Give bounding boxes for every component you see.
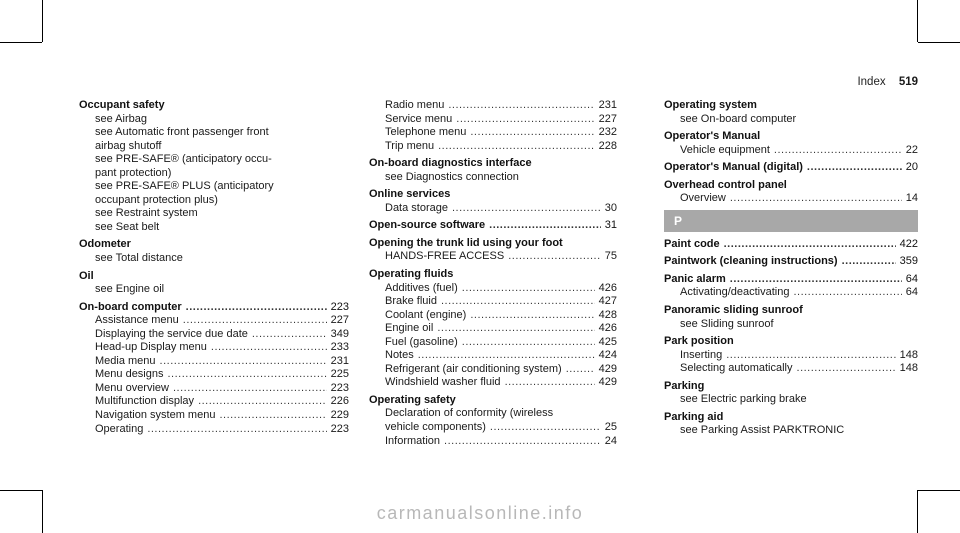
page-ref: 426 <box>598 322 617 335</box>
index-heading: Panoramic sliding sunroof <box>664 304 803 317</box>
entry-text: Paintwork (cleaning instructions) <box>664 255 838 268</box>
crop-mark <box>0 42 42 43</box>
index-subentry-row <box>664 349 918 363</box>
entry-text: Data storage <box>385 201 448 214</box>
index-subentry: see PRE-SAFE® PLUS (anticipatory <box>95 180 274 193</box>
index-subentry-row <box>369 202 617 216</box>
crop-mark <box>917 0 918 42</box>
index-subentry-row <box>369 322 617 336</box>
entry-text: Inserting <box>680 348 723 361</box>
index-subentry-row <box>79 423 349 437</box>
entry-text: Overview <box>680 192 726 205</box>
leader-dots <box>774 144 902 158</box>
leader-dots <box>566 363 595 377</box>
index-heading: Operating system <box>664 99 757 111</box>
crop-mark <box>918 490 960 491</box>
entry-text: Trip menu <box>385 139 435 152</box>
index-subentry-row <box>369 349 617 363</box>
index-heading: Oil <box>79 269 94 282</box>
index-heading: Operator's Manual <box>664 130 761 143</box>
entry-text: Vehicle equipment <box>680 143 770 156</box>
page-ref: 233 <box>330 341 349 354</box>
page-ref: 424 <box>598 349 617 362</box>
index-subentry-row <box>79 341 349 355</box>
entry-text: Refrigerant (air conditioning system) <box>385 362 562 375</box>
index-subentry-row <box>369 140 617 154</box>
index-heading: Online services <box>369 188 451 201</box>
index-heading-row <box>369 219 617 233</box>
page-number: 519 <box>898 76 918 88</box>
index-subentry-row <box>369 250 617 264</box>
entry-text: Radio menu <box>385 99 445 111</box>
leader-dots <box>842 255 896 269</box>
page-ref: 148 <box>899 348 918 361</box>
index-subentry-row <box>369 282 617 296</box>
index-heading: On-board diagnostics interface <box>369 157 532 170</box>
index-column-2 <box>369 99 617 448</box>
leader-dots <box>252 328 327 342</box>
index-subentry-row <box>79 314 349 328</box>
page-header <box>857 76 918 88</box>
leader-dots <box>147 423 326 437</box>
index-subentry: see Restraint system <box>95 207 198 220</box>
entry-text: Activating/deactivating <box>680 286 790 299</box>
leader-dots <box>730 273 902 287</box>
crop-mark <box>0 490 42 491</box>
index-subentry: see PRE-SAFE® (anticipatory occu- <box>95 153 272 166</box>
page-ref: 429 <box>598 376 617 389</box>
leader-dots <box>168 368 327 382</box>
page-ref: 31 <box>604 219 617 232</box>
index-subentry-row <box>369 295 617 309</box>
index-subentry-row <box>664 192 918 206</box>
page-ref: 225 <box>330 368 349 381</box>
page-ref: 428 <box>598 308 617 321</box>
leader-dots <box>724 238 896 252</box>
entry-text: Head-up Display menu <box>95 341 207 354</box>
index-subentry-row <box>369 376 617 390</box>
entry-text: Engine oil <box>385 322 434 335</box>
page-ref: 22 <box>905 143 918 156</box>
page-ref: 148 <box>899 362 918 375</box>
page-ref: 75 <box>604 250 617 263</box>
page-ref: 227 <box>598 112 617 125</box>
entry-text: Service menu <box>385 112 453 125</box>
index-heading: Park position <box>664 335 734 348</box>
index-subentry: occupant protection plus) <box>95 193 218 206</box>
leader-dots <box>160 355 327 369</box>
entry-text: Open-source software <box>369 219 486 232</box>
entry-text: Operator's Manual (digital) <box>664 161 803 174</box>
leader-dots <box>508 250 601 264</box>
entry-text: Brake fluid <box>385 295 437 308</box>
entry-text: Panic alarm <box>664 272 726 285</box>
page-ref: 20 <box>905 161 918 174</box>
entry-text: Additives (fuel) <box>385 281 458 294</box>
index-subentry: see Electric parking brake <box>680 393 807 406</box>
page-ref: 427 <box>598 295 617 308</box>
index-heading-row <box>664 255 918 269</box>
crop-mark <box>42 0 43 42</box>
leader-dots <box>807 161 902 175</box>
leader-dots <box>452 202 601 216</box>
page-ref: 64 <box>905 272 918 285</box>
header-label: Index <box>857 76 886 88</box>
index-subentry-row <box>79 328 349 342</box>
entry-text: Media menu <box>95 354 156 367</box>
page-ref: 229 <box>330 409 349 422</box>
entry-text: Selecting automatically <box>680 362 793 375</box>
crop-mark <box>918 42 960 43</box>
entry-text: vehicle components) <box>385 421 486 434</box>
entry-text: Fuel (gasoline) <box>385 335 458 348</box>
index-heading-row <box>664 238 918 252</box>
index-subentry-row <box>79 382 349 396</box>
entry-text: Coolant (engine) <box>385 308 467 321</box>
leader-dots <box>462 336 595 350</box>
entry-text: On-board computer <box>79 300 182 313</box>
page-ref: 227 <box>330 314 349 327</box>
entry-text: Paint code <box>664 237 720 250</box>
index-subentry-row <box>79 368 349 382</box>
page-ref: 223 <box>330 422 349 435</box>
index-subentry: see Automatic front passenger front <box>95 126 269 139</box>
index-heading-row <box>664 273 918 287</box>
index-heading-row <box>664 161 918 175</box>
page-ref: 228 <box>598 139 617 152</box>
index-heading: Occupant safety <box>79 99 165 111</box>
leader-dots <box>444 435 601 449</box>
page-ref: 25 <box>604 421 617 434</box>
leader-dots <box>793 286 901 300</box>
page-ref: 422 <box>899 237 918 250</box>
page-ref: 231 <box>598 99 617 111</box>
index-subentry-row <box>369 113 617 127</box>
index-subentry: see Seat belt <box>95 220 160 233</box>
index-subentry-row <box>369 126 617 140</box>
index-subentry-row <box>79 409 349 423</box>
leader-dots <box>470 126 594 140</box>
leader-dots <box>797 362 896 376</box>
index-heading-row <box>79 301 349 315</box>
leader-dots <box>462 282 595 296</box>
page-ref: 426 <box>598 281 617 294</box>
leader-dots <box>211 341 327 355</box>
leader-dots <box>183 314 327 328</box>
index-subentry-row <box>369 363 617 377</box>
leader-dots <box>441 295 595 309</box>
entry-text: Telephone menu <box>385 126 467 139</box>
leader-dots <box>470 309 594 323</box>
index-subentry-row <box>664 286 918 300</box>
entry-text: Menu designs <box>95 368 164 381</box>
index-subentry-row <box>369 336 617 350</box>
entry-text: HANDS-FREE ACCESS <box>385 250 505 263</box>
index-heading: Opening the trunk lid using your foot <box>369 236 563 249</box>
leader-dots <box>438 140 595 154</box>
index-subentry-row <box>79 395 349 409</box>
leader-dots <box>437 322 594 336</box>
leader-dots <box>726 349 895 363</box>
index-heading: Parking aid <box>664 410 724 423</box>
page-ref: 14 <box>905 192 918 205</box>
page-ref: 425 <box>598 335 617 348</box>
index-subentry: see Diagnostics connection <box>385 170 519 183</box>
leader-dots <box>505 376 595 390</box>
page-ref: 429 <box>598 362 617 375</box>
page-ref: 226 <box>330 395 349 408</box>
leader-dots <box>448 99 594 113</box>
entry-text: Notes <box>385 349 414 362</box>
page-ref: 231 <box>330 354 349 367</box>
index-column-1 <box>79 99 349 436</box>
index-subentry-row <box>369 435 617 449</box>
index-subentry: see Engine oil <box>95 283 165 296</box>
leader-dots <box>198 395 327 409</box>
index-subentry: see On-board computer <box>680 112 797 125</box>
page-ref: 30 <box>604 201 617 214</box>
index-subentry-row <box>79 355 349 369</box>
entry-text: Multifunction display <box>95 395 195 408</box>
watermark: carmanualsonline.info <box>376 503 584 523</box>
entry-text: Windshield washer fluid <box>385 376 501 389</box>
section-letter: P <box>664 210 918 232</box>
leader-dots <box>173 382 327 396</box>
page-ref: 223 <box>330 300 349 313</box>
leader-dots <box>456 113 594 127</box>
entry-text: Information <box>385 434 441 447</box>
entry-text: Navigation system menu <box>95 409 216 422</box>
index-subentry: see Parking Assist PARKTRONIC <box>680 424 845 437</box>
entry-text: Operating <box>95 422 144 435</box>
entry-text: Assistance menu <box>95 314 179 327</box>
index-subentry-row <box>664 362 918 376</box>
index-heading: Overhead control panel <box>664 178 787 191</box>
index-subentry: Declaration of conformity (wireless <box>385 407 554 420</box>
leader-dots <box>489 219 601 233</box>
index-subentry-row <box>369 309 617 323</box>
page-ref: 64 <box>905 286 918 299</box>
index-subentry-row <box>664 144 918 158</box>
page-ref: 349 <box>330 327 349 340</box>
index-heading: Parking <box>664 379 705 392</box>
leader-dots <box>730 192 902 206</box>
page-ref: 359 <box>899 255 918 268</box>
index-heading: Odometer <box>79 238 131 251</box>
leader-dots <box>490 421 601 435</box>
index-subentry: pant protection) <box>95 166 172 179</box>
index-subentry: airbag shutoff <box>95 139 162 152</box>
leader-dots <box>186 301 327 315</box>
leader-dots <box>219 409 326 423</box>
index-subentry: see Sliding sunroof <box>680 317 774 330</box>
index-heading: Operating fluids <box>369 268 454 281</box>
index-heading: Operating safety <box>369 393 456 406</box>
index-column-3 <box>664 99 918 438</box>
index-subentry-row <box>369 421 617 435</box>
page-ref: 223 <box>330 381 349 394</box>
page-ref: 232 <box>598 126 617 139</box>
index-subentry-row <box>369 99 617 113</box>
entry-text: Menu overview <box>95 381 169 394</box>
entry-text: Displaying the service due date <box>95 327 248 340</box>
index-subentry: see Total distance <box>95 252 183 265</box>
leader-dots <box>418 349 595 363</box>
index-subentry: see Airbag <box>95 112 147 125</box>
page-ref: 24 <box>604 434 617 447</box>
